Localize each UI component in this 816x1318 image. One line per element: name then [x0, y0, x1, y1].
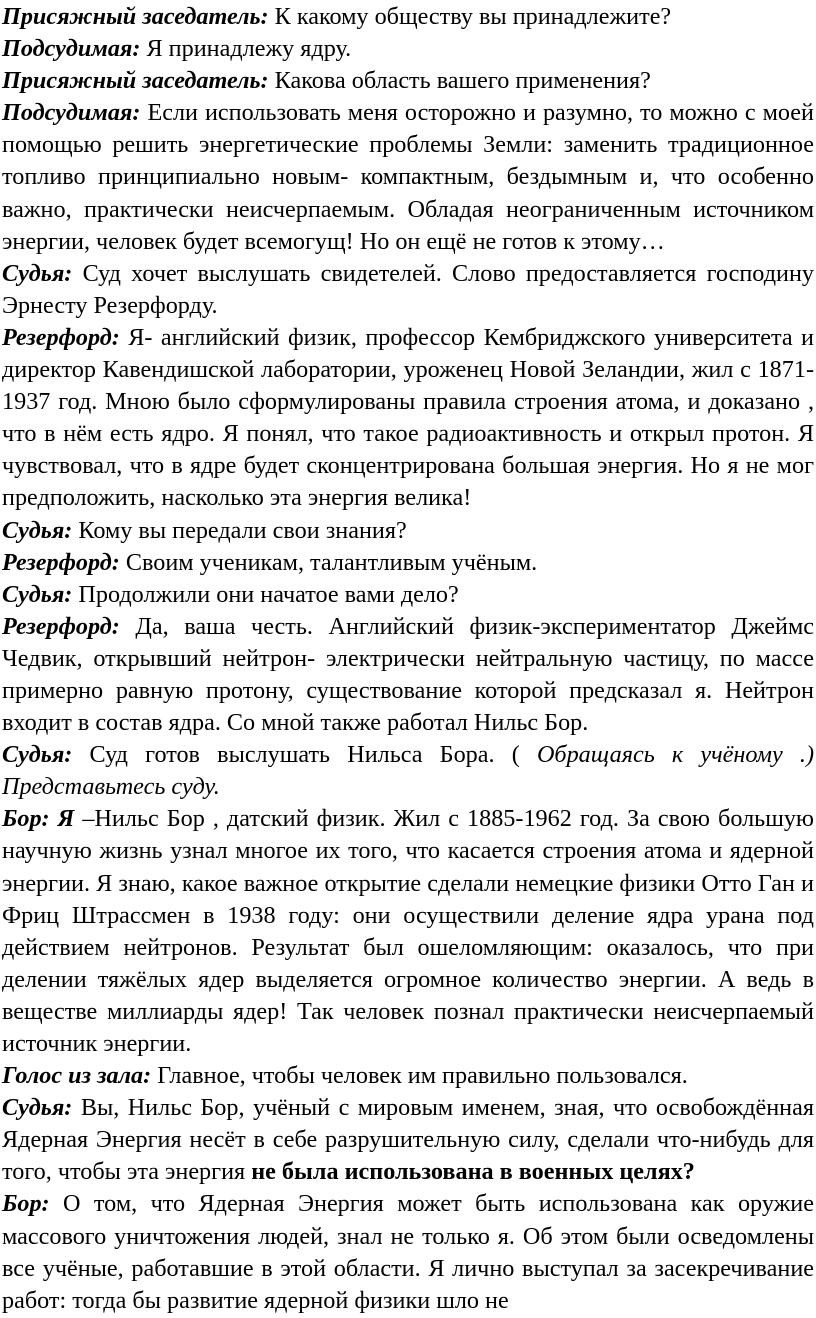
speaker-name: Резерфорд:: [2, 323, 120, 351]
line-text: Какова область вашего применения?: [268, 67, 651, 95]
speaker-name: Присяжный заседатель:: [2, 67, 269, 95]
dialogue-line: [2, 322, 814, 515]
speaker-name: Присяжный заседатель:: [2, 3, 269, 30]
speaker-name: Бор: Я: [2, 805, 75, 833]
line-text: К какому обществу вы принадлежите?: [268, 3, 672, 30]
line-text: Своим ученикам, талантливым учёным.: [119, 548, 538, 576]
speaker-name: Резерфорд:: [2, 548, 120, 576]
speaker-name: Резерфорд:: [2, 612, 120, 640]
speaker-name: Подсудимая:: [2, 35, 141, 63]
dialogue-line: [2, 579, 814, 611]
speaker-name: Бор:: [2, 1190, 50, 1218]
dialogue-line: [2, 547, 814, 579]
line-text: Я принадлежу ядру.: [140, 35, 352, 63]
line-text: Главное, чтобы человек им правильно пользовался.: [151, 1062, 688, 1090]
line-text: Кому вы передали свои знания?: [72, 516, 407, 544]
speaker-name: Судья:: [2, 1094, 73, 1122]
line-text: Продолжили они начатое вами дело?: [72, 580, 459, 608]
emphasized-text: не была использована в военных целях?: [251, 1158, 695, 1186]
speaker-name: Голос из зала:: [2, 1062, 152, 1090]
dialogue-line: [2, 1188, 814, 1316]
line-text: О том, что Ядерная Энергия может быть использована как оружие массового уничтожения людей, знал не только я. Об этом были осведомлены все учёные, работавшие в этой области. Я лично выступал за засекречивание работ: тогда бы развитие ядерной физики шло не: [2, 1190, 814, 1314]
dialogue-line: [2, 97, 814, 257]
dialogue-line: [2, 739, 814, 803]
stage-direction: Обращаясь к учёному .) Представьтесь суду.: [2, 741, 814, 801]
speaker-name: Судья:: [2, 516, 73, 544]
line-text: Да, ваша честь. Английский физик-экспериментатор Джеймс Чедвик, открывший нейтрон- электрически нейтральную частицу, по массе примерно равную протону, существование которой предсказал я. Нейтрон входит в состав ядра. Со мной также работал Нильс Бор.: [2, 612, 814, 737]
dialogue-line: [2, 803, 814, 1060]
dialogue-line: [2, 1060, 814, 1092]
dialogue-line: [2, 515, 814, 547]
speaker-name: Судья:: [2, 741, 73, 769]
line-text: Вы, Нильс Бор, учёный с мировым именем, зная, что освобождённая Ядерная Энергия несёт в себе разрушительную силу, сделали что-нибудь для того, чтобы эта энергия: [2, 1094, 814, 1186]
dialogue-line: [2, 1, 814, 33]
line-text: –Нильс Бор , датский физик. Жил с 1885-1962 год. За свою большую научную жизнь узнал многое их того, что касается строения атома и ядерной энергии. Я знаю, какое важное открытие сделали немецкие физики Отто Ган и Фриц Штрассмен в 1938 году: они осуществили деление ядра урана под действием нейтронов. Результат был ошеломляющим: оказалось, что при делении тяжёлых ядер выделяется огромное количество энергии. А ведь в веществе миллиарды ядер! Так человек познал практически неисчерпаемый источник энергии.: [2, 805, 814, 1057]
line-text: Суд готов выслушать Нильса Бора. (: [72, 741, 537, 769]
speaker-name: Подсудимая:: [2, 99, 141, 127]
line-text: Суд хочет выслушать свидетелей. Слово предоставляется господину Эрнесту Резерфорду.: [2, 259, 814, 319]
dialogue-line: [2, 258, 814, 322]
dialogue-line: [2, 1092, 814, 1188]
line-text: Я- английский физик, профессор Кембриджского университета и директор Кавендишской лаборатории, уроженец Новой Зеландии, жил с 1871-1937 год. Мною было сформулированы правила строения атома, и доказано , что в нём есть ядро. Я понял, что такое радиоактивность и открыл протон. Я чувствовал, что в ядре будет сконцентрирована большая энергия. Но я не мог предположить, насколько эта энергия велика!: [2, 323, 814, 512]
dialogue-line: [2, 33, 814, 65]
dialogue-line: [2, 611, 814, 739]
speaker-name: Судья:: [2, 259, 73, 287]
dialogue-line: [2, 65, 814, 97]
speaker-name: Судья:: [2, 580, 73, 608]
line-text: Если использовать меня осторожно и разумно, то можно с моей помощью решить энергетические проблемы Земли: заменить традиционное топливо принципиально новым- компактным, бездымным и, что особенно важно, практически неисчерпаемым. Обладая неограниченным источником энергии, человек будет всемогущ! Но он ещё не готов к этому…: [2, 99, 814, 255]
